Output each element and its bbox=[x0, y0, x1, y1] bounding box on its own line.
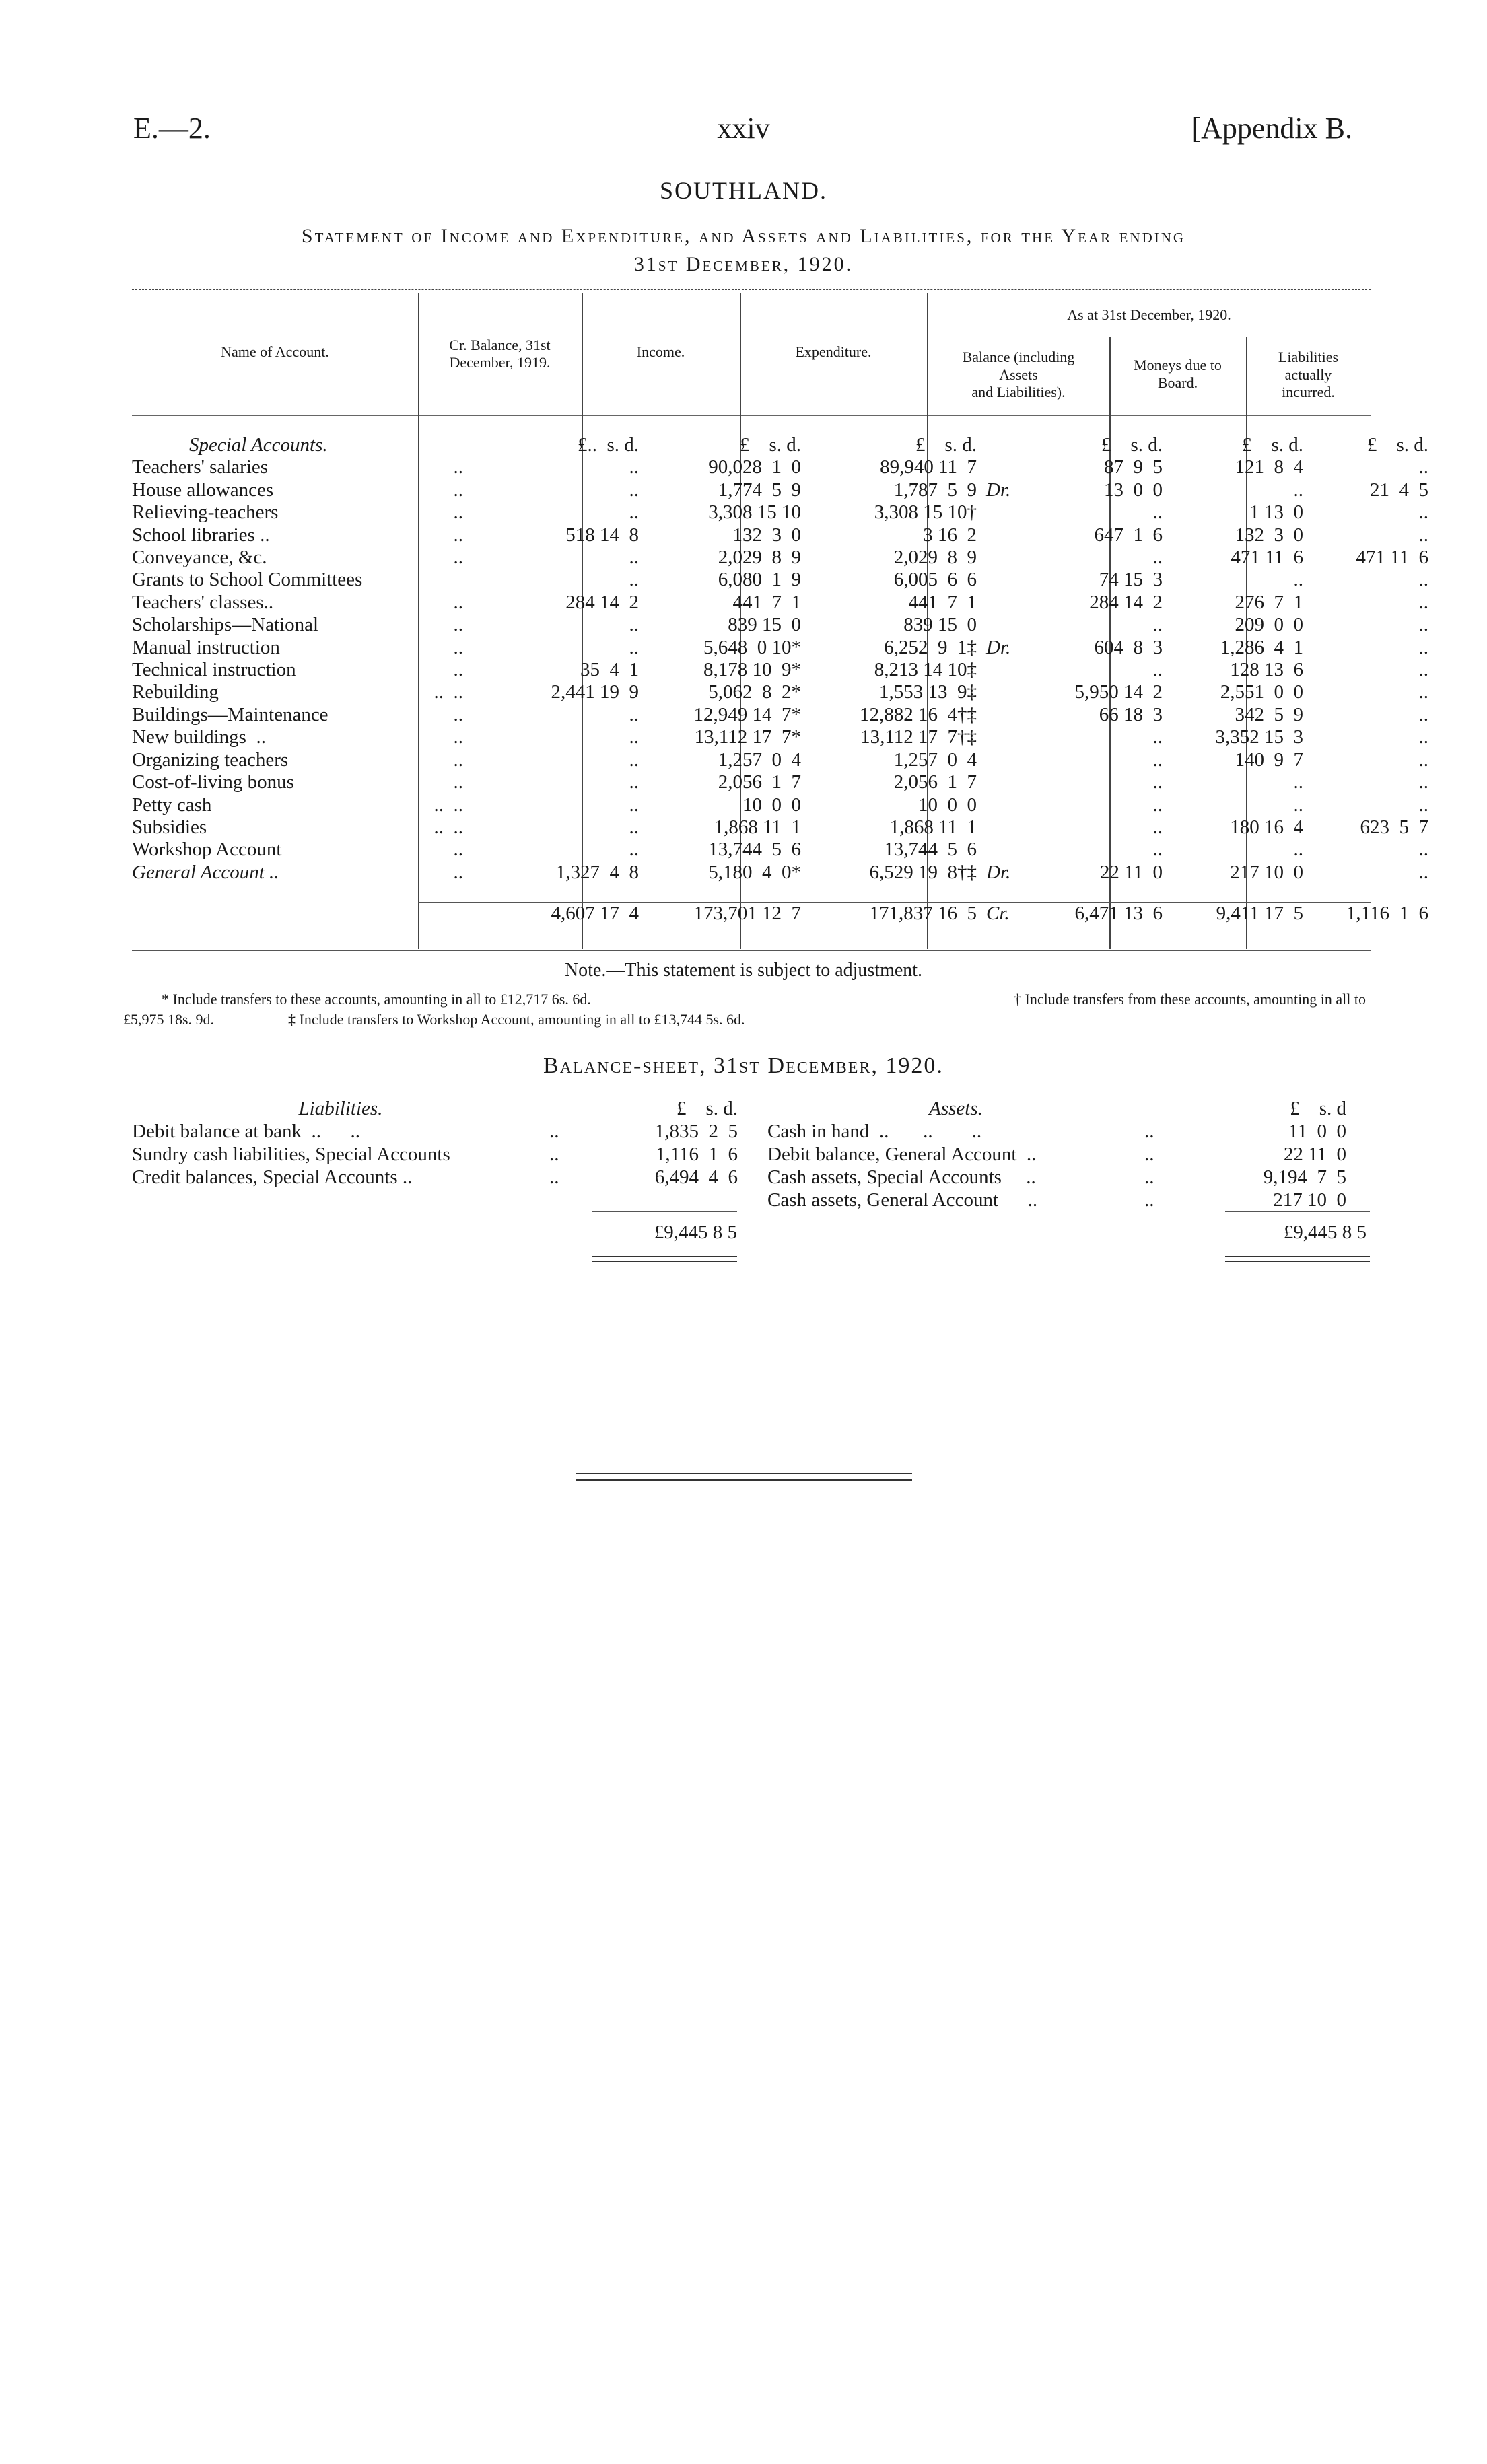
col-head-balance: Cr. Balance, 31st December, 1919. bbox=[449, 337, 551, 371]
expenditure-value: 13,112 17 7†‡ bbox=[860, 726, 977, 748]
unit-balance: £.. s. d. bbox=[577, 434, 639, 456]
balance-incl-value bbox=[981, 749, 1167, 771]
balance-prefix: Dr. bbox=[986, 479, 1011, 501]
income-value: 3,308 15 10 bbox=[708, 501, 801, 524]
balance-incl-value bbox=[981, 794, 1167, 816]
expenditure-value: 839 15 0 bbox=[903, 614, 977, 636]
page-ref-right: [Appendix B. bbox=[1191, 112, 1352, 145]
liabilities-table bbox=[132, 1097, 738, 1189]
moneys-due-value: 217 10 0 bbox=[1230, 861, 1303, 883]
balance-1919: 284 14 2 bbox=[565, 591, 639, 613]
table-row bbox=[132, 614, 1432, 636]
liabilities-value: 623 5 7 bbox=[1360, 816, 1428, 838]
leader-dots: .. bbox=[453, 771, 463, 794]
account-name-text: General Account .. bbox=[132, 861, 279, 883]
moneys-due-value: .. bbox=[1293, 839, 1303, 861]
income-value: 1,774 5 9 bbox=[718, 479, 801, 501]
liabilities-value: .. bbox=[1418, 794, 1428, 816]
liability-label: Debit balance at bank .. .. bbox=[132, 1121, 361, 1142]
balance-prefix: Dr. bbox=[986, 636, 1011, 658]
account-name-text: Manual instruction bbox=[132, 636, 280, 658]
total-balance-incl bbox=[981, 884, 1167, 925]
balance-incl-value bbox=[981, 704, 1167, 726]
table-bottom-rule bbox=[132, 950, 1371, 951]
assets-units: £ s. d bbox=[1290, 1098, 1346, 1119]
liabilities-value: .. bbox=[1418, 726, 1428, 748]
section-label: Special Accounts. bbox=[189, 434, 328, 456]
account-name bbox=[132, 569, 475, 591]
balance-1919: .. bbox=[629, 771, 639, 794]
moneys-due-value: 471 11 6 bbox=[1231, 547, 1303, 569]
liabilities-value: .. bbox=[1418, 748, 1428, 771]
liabilities-double-rule bbox=[592, 1256, 737, 1262]
account-name-text: Rebuilding bbox=[132, 681, 219, 703]
balance-incl-amount: 22 11 0 bbox=[1099, 861, 1163, 883]
liability-row bbox=[132, 1143, 738, 1166]
balance-1919: .. bbox=[629, 794, 639, 816]
income-value: 132 3 0 bbox=[732, 524, 801, 546]
expenditure-value: 8,213 14 10‡ bbox=[874, 659, 977, 681]
asset-amount: 22 11 0 bbox=[1283, 1143, 1346, 1165]
account-name bbox=[132, 704, 475, 726]
table-row bbox=[132, 861, 1432, 884]
leader-dots: .. bbox=[453, 839, 463, 861]
col-head-name: Name of Account. bbox=[221, 343, 329, 360]
page-ref-left: E.—2. bbox=[133, 112, 211, 145]
asset-dots: .. bbox=[1144, 1189, 1154, 1211]
expenditure-value: 89,940 11 7 bbox=[880, 456, 977, 479]
income-value: 1,868 11 1 bbox=[714, 816, 801, 838]
account-name bbox=[132, 839, 475, 861]
liabilities-value: .. bbox=[1418, 681, 1428, 703]
liability-amount: 6,494 4 6 bbox=[654, 1166, 738, 1188]
account-name bbox=[132, 637, 475, 659]
leader-dots: .. bbox=[453, 748, 463, 771]
closing-double-rule bbox=[576, 1473, 912, 1481]
income-expenditure-table bbox=[132, 434, 1432, 925]
assets-heading: Assets. bbox=[929, 1098, 983, 1119]
balance-incl-amount: 87 9 5 bbox=[1104, 456, 1163, 479]
col-head-income: Income. bbox=[636, 343, 685, 360]
total-income: 173,701 12 7 bbox=[693, 903, 801, 925]
expenditure-value: 6,005 6 6 bbox=[893, 569, 977, 591]
account-name-text: Teachers' salaries bbox=[132, 456, 269, 479]
income-value: 2,056 1 7 bbox=[718, 771, 801, 794]
footnote-double-dagger: ‡ Include transfers to Workshop Account, amounting in all to £13,744 5s. 6d. bbox=[288, 1011, 745, 1028]
asset-amount: 11 0 0 bbox=[1288, 1121, 1346, 1142]
table-top-rule bbox=[132, 289, 1371, 290]
account-name bbox=[132, 726, 475, 748]
balance-incl-value bbox=[981, 681, 1167, 703]
asset-dots: .. bbox=[1144, 1166, 1154, 1188]
balance-1919: .. bbox=[629, 547, 639, 569]
moneys-due-value: .. bbox=[1293, 479, 1303, 501]
account-name bbox=[132, 501, 475, 524]
account-name-text: Grants to School Committees bbox=[132, 569, 363, 591]
leader-dots: .. bbox=[453, 861, 463, 883]
balance-incl-amount: .. bbox=[1152, 726, 1163, 748]
leader-dots: .. bbox=[453, 659, 463, 681]
balance-incl-amount: .. bbox=[1152, 771, 1163, 794]
balance-1919: .. bbox=[629, 569, 639, 591]
expenditure-value: 12,882 16 4†‡ bbox=[860, 703, 977, 726]
account-name-text: Scholarships—National bbox=[132, 614, 319, 636]
moneys-due-value: .. bbox=[1293, 569, 1303, 591]
total-moneys-due: 9,411 17 5 bbox=[1216, 903, 1303, 925]
footnote-dagger: † Include transfers from these accounts, amounting in all to bbox=[1014, 991, 1366, 1008]
expenditure-value: 6,252 9 1‡ bbox=[884, 636, 977, 658]
total-liabilities: 1,116 1 6 bbox=[1346, 903, 1428, 925]
balance-incl-value bbox=[981, 592, 1167, 614]
asset-row bbox=[767, 1143, 1346, 1166]
balance-1919: .. bbox=[629, 636, 639, 658]
assets-table bbox=[767, 1097, 1346, 1211]
table-row bbox=[132, 726, 1432, 748]
statement-subtitle: Statement of Income and Expenditure, and Assets and Liabilities, for the Year ending bbox=[301, 225, 1186, 247]
account-name-text: Workshop Account bbox=[132, 839, 282, 861]
table-row bbox=[132, 749, 1432, 771]
account-name bbox=[132, 524, 475, 547]
balance-1919: 35 4 1 bbox=[580, 659, 639, 681]
liabilities-value: .. bbox=[1418, 636, 1428, 658]
balance-1919: .. bbox=[629, 456, 639, 479]
leader-dots: .. .. bbox=[434, 681, 463, 703]
income-value: 5,180 4 0* bbox=[708, 861, 801, 883]
leader-dots: .. bbox=[453, 636, 463, 658]
expenditure-value: 1,868 11 1 bbox=[889, 816, 977, 838]
liabilities-total: £9,445 8 5 bbox=[654, 1222, 737, 1243]
account-name-text: School libraries .. bbox=[132, 524, 270, 546]
balance-incl-amount: .. bbox=[1152, 748, 1163, 771]
liability-label: Sundry cash liabilities, Special Accounts bbox=[132, 1143, 450, 1165]
balance-incl-value bbox=[981, 479, 1167, 501]
balance-incl-value bbox=[981, 861, 1167, 884]
moneys-due-value: 209 0 0 bbox=[1235, 614, 1303, 636]
asset-amount: 9,194 7 5 bbox=[1263, 1166, 1346, 1188]
moneys-due-value: 132 3 0 bbox=[1235, 524, 1303, 546]
asset-dots: .. bbox=[1144, 1143, 1154, 1165]
account-name-text: Petty cash bbox=[132, 794, 212, 816]
table-row bbox=[132, 637, 1432, 659]
balance-incl-value bbox=[981, 614, 1167, 636]
balance-incl-amount: 604 8 3 bbox=[1094, 636, 1163, 658]
balance-1919: 1,327 4 8 bbox=[555, 861, 639, 883]
table-row bbox=[132, 659, 1432, 681]
table-row bbox=[132, 569, 1432, 591]
account-name-text: Organizing teachers bbox=[132, 748, 289, 771]
balance-1919: .. bbox=[629, 816, 639, 838]
liability-label: Credit balances, Special Accounts .. bbox=[132, 1166, 413, 1188]
liabilities-head-row bbox=[132, 1097, 738, 1120]
moneys-due-value: 140 9 7 bbox=[1235, 748, 1303, 771]
page-number: xxiv bbox=[717, 112, 770, 145]
asset-label: Cash in hand .. .. .. bbox=[767, 1121, 982, 1142]
moneys-due-value: 3,352 15 3 bbox=[1215, 726, 1303, 748]
balance-incl-value bbox=[981, 456, 1167, 479]
income-value: 441 7 1 bbox=[732, 591, 801, 613]
liabilities-sum-rule bbox=[592, 1211, 737, 1212]
balance-1919: 518 14 8 bbox=[565, 524, 639, 546]
table-row bbox=[132, 479, 1432, 501]
income-value: 6,080 1 9 bbox=[718, 569, 801, 591]
income-value: 5,062 8 2* bbox=[708, 681, 801, 703]
col-head-liabilities: Liabilities actually incurred. bbox=[1278, 349, 1339, 400]
liability-row bbox=[132, 1166, 738, 1189]
liabilities-value: .. bbox=[1418, 569, 1428, 591]
account-name bbox=[132, 816, 475, 839]
balance-incl-value bbox=[981, 659, 1167, 681]
balance-1919: .. bbox=[629, 748, 639, 771]
expenditure-value: 1,553 13 9‡ bbox=[879, 681, 977, 703]
balance-1919: .. bbox=[629, 614, 639, 636]
table-row bbox=[132, 816, 1432, 839]
moneys-due-value: 342 5 9 bbox=[1235, 703, 1303, 726]
balance-prefix: Dr. bbox=[986, 861, 1011, 883]
balance-incl-amount: 13 0 0 bbox=[1104, 479, 1163, 501]
account-name bbox=[132, 592, 475, 614]
liabilities-value: .. bbox=[1418, 614, 1428, 636]
asset-row bbox=[767, 1166, 1346, 1189]
account-name-text: Technical instruction bbox=[132, 659, 296, 681]
balance-1919: .. bbox=[629, 703, 639, 726]
balance-1919: 2,441 19 9 bbox=[551, 681, 639, 703]
account-name-text: New buildings .. bbox=[132, 726, 266, 748]
table-row bbox=[132, 794, 1432, 816]
balance-incl-value bbox=[981, 839, 1167, 861]
account-name-text: Conveyance, &c. bbox=[132, 547, 267, 569]
expenditure-value: 441 7 1 bbox=[908, 591, 977, 613]
col-head-moneys-due: Moneys due to Board. bbox=[1134, 357, 1222, 391]
balance-incl-amount: 66 18 3 bbox=[1099, 703, 1163, 726]
account-name bbox=[132, 861, 475, 884]
balance-incl-amount: .. bbox=[1152, 839, 1163, 861]
leader-dots: .. bbox=[453, 501, 463, 524]
account-name bbox=[132, 456, 475, 479]
unit-moneys-due: £ s. d. bbox=[1241, 434, 1303, 456]
balance-incl-amount: 5,950 14 2 bbox=[1074, 681, 1163, 703]
liability-amount: 1,835 2 5 bbox=[654, 1121, 738, 1142]
balance-incl-value bbox=[981, 547, 1167, 569]
leader-dots: .. .. bbox=[434, 816, 463, 838]
expenditure-value: 10 0 0 bbox=[918, 794, 977, 816]
leader-dots: .. bbox=[453, 456, 463, 479]
assets-head-row bbox=[767, 1097, 1346, 1120]
footnote-star: * Include transfers to these accounts, amounting in all to £12,717 6s. 6d. bbox=[162, 991, 591, 1008]
expenditure-value: 6,529 19 8†‡ bbox=[869, 861, 977, 883]
moneys-due-value: .. bbox=[1293, 771, 1303, 794]
table-row bbox=[132, 524, 1432, 547]
balance-incl-amount: 284 14 2 bbox=[1089, 591, 1163, 613]
expenditure-value: 13,744 5 6 bbox=[884, 839, 977, 861]
moneys-due-value: 121 8 4 bbox=[1235, 456, 1303, 479]
account-name-text: Buildings—Maintenance bbox=[132, 703, 328, 726]
expenditure-value: 2,029 8 9 bbox=[893, 547, 977, 569]
balance-incl-value bbox=[981, 637, 1167, 659]
balance-incl-value bbox=[981, 524, 1167, 547]
table-row bbox=[132, 547, 1432, 569]
table-row bbox=[132, 704, 1432, 726]
total-balance: 4,607 17 4 bbox=[551, 903, 639, 925]
col-head-balance-incl: Balance (including Assets and Liabilities). bbox=[962, 349, 1075, 400]
balance-incl-value bbox=[981, 569, 1167, 591]
unit-income: £ s. d. bbox=[739, 434, 801, 456]
expenditure-value: 3 16 2 bbox=[923, 524, 977, 546]
liabilities-value: .. bbox=[1418, 861, 1428, 883]
liabilities-units: £ s. d. bbox=[676, 1098, 738, 1119]
income-value: 13,744 5 6 bbox=[708, 839, 801, 861]
liabilities-value: .. bbox=[1418, 771, 1428, 794]
balance-incl-value bbox=[981, 771, 1167, 794]
asset-dots: .. bbox=[1144, 1121, 1154, 1142]
income-value: 8,178 10 9* bbox=[703, 659, 801, 681]
liabilities-value: 21 4 5 bbox=[1370, 479, 1428, 501]
total-balance-prefix: Cr. bbox=[986, 903, 1010, 925]
account-name-text: Teachers' classes.. bbox=[132, 591, 274, 613]
account-name bbox=[132, 681, 475, 703]
moneys-due-value: 128 13 6 bbox=[1230, 659, 1303, 681]
leader-dots: .. bbox=[453, 547, 463, 569]
income-value: 1,257 0 4 bbox=[718, 748, 801, 771]
unit-liabilities: £ s. d. bbox=[1367, 434, 1428, 456]
totals-row bbox=[132, 884, 1432, 925]
liabilities-value: .. bbox=[1418, 703, 1428, 726]
leader-dots: .. bbox=[453, 479, 463, 501]
income-value: 10 0 0 bbox=[742, 794, 801, 816]
balance-incl-amount: .. bbox=[1152, 547, 1163, 569]
moneys-due-value: 2,551 0 0 bbox=[1220, 681, 1303, 703]
adjustment-note: Note.—This statement is subject to adjustment. bbox=[564, 960, 923, 981]
leader-dots: .. bbox=[453, 614, 463, 636]
asset-label: Cash assets, Special Accounts .. bbox=[767, 1166, 1036, 1188]
account-name-text: House allowances bbox=[132, 479, 274, 501]
table-row bbox=[132, 771, 1432, 794]
table-row bbox=[132, 456, 1432, 479]
expenditure-value: 1,257 0 4 bbox=[893, 748, 977, 771]
account-name bbox=[132, 614, 475, 636]
balance-1919: .. bbox=[629, 479, 639, 501]
liabilities-value: .. bbox=[1418, 659, 1428, 681]
leader-dots: .. bbox=[453, 726, 463, 748]
account-name bbox=[132, 659, 475, 681]
liabilities-heading: Liabilities. bbox=[298, 1098, 383, 1119]
account-name-text: Subsidies bbox=[132, 816, 207, 838]
liabilities-value: .. bbox=[1418, 591, 1428, 613]
balance-1919: .. bbox=[629, 726, 639, 748]
statement-date: 31st December, 1920. bbox=[633, 253, 854, 275]
liabilities-value: .. bbox=[1418, 501, 1428, 524]
expenditure-value: 2,056 1 7 bbox=[893, 771, 977, 794]
asset-row bbox=[767, 1120, 1346, 1143]
liabilities-value: .. bbox=[1418, 524, 1428, 546]
balance-1919: .. bbox=[629, 501, 639, 524]
account-name bbox=[132, 771, 475, 794]
unit-balance-incl: £ s. d. bbox=[1101, 434, 1163, 456]
table-row bbox=[132, 592, 1432, 614]
units-row bbox=[132, 434, 1432, 456]
liability-dots: .. bbox=[549, 1166, 559, 1188]
income-value: 90,028 1 0 bbox=[708, 456, 801, 479]
asset-amount: 217 10 0 bbox=[1273, 1189, 1346, 1211]
asset-label: Cash assets, General Account .. bbox=[767, 1189, 1038, 1211]
liability-dots: .. bbox=[549, 1143, 559, 1165]
assets-total: £9,445 8 5 bbox=[1283, 1222, 1367, 1243]
account-name-text: Relieving-teachers bbox=[132, 501, 279, 524]
leader-dots: .. bbox=[453, 524, 463, 546]
col-head-expenditure: Expenditure. bbox=[795, 343, 872, 360]
liability-row bbox=[132, 1120, 738, 1143]
balance-1919: .. bbox=[629, 839, 639, 861]
unit-expenditure: £ s. d. bbox=[915, 434, 977, 456]
balance-incl-amount: .. bbox=[1152, 816, 1163, 838]
liabilities-value: .. bbox=[1418, 456, 1428, 479]
leader-dots: .. .. bbox=[434, 794, 463, 816]
total-balance-amount: 6,471 13 6 bbox=[1074, 903, 1163, 925]
moneys-due-value: .. bbox=[1293, 794, 1303, 816]
moneys-due-value: 276 7 1 bbox=[1235, 591, 1303, 613]
balance-incl-amount: .. bbox=[1152, 614, 1163, 636]
moneys-due-value: 1,286 4 1 bbox=[1220, 636, 1303, 658]
income-value: 2,029 8 9 bbox=[718, 547, 801, 569]
col-head-as-at: As at 31st December, 1920. bbox=[1067, 306, 1231, 323]
income-value: 5,648 0 10* bbox=[703, 636, 801, 658]
income-value: 839 15 0 bbox=[728, 614, 801, 636]
leader-dots: .. bbox=[453, 703, 463, 726]
balance-incl-value bbox=[981, 726, 1167, 748]
balance-incl-amount: .. bbox=[1152, 659, 1163, 681]
moneys-due-value: 1 13 0 bbox=[1249, 501, 1303, 524]
expenditure-value: 1,787 5 9 bbox=[893, 479, 977, 501]
account-name-text: Cost-of-living bonus bbox=[132, 771, 294, 794]
total-expenditure: 171,837 16 5 bbox=[869, 903, 977, 925]
moneys-due-value: 180 16 4 bbox=[1230, 816, 1303, 838]
page-title: SOUTHLAND. bbox=[660, 177, 827, 204]
liabilities-value: 471 11 6 bbox=[1356, 547, 1428, 569]
income-value: 12,949 14 7* bbox=[693, 703, 801, 726]
balance-incl-amount: 74 15 3 bbox=[1099, 569, 1163, 591]
liability-amount: 1,116 1 6 bbox=[655, 1143, 738, 1165]
account-name bbox=[132, 794, 475, 816]
income-value: 13,112 17 7* bbox=[694, 726, 801, 748]
assets-double-rule bbox=[1225, 1256, 1370, 1262]
footnote-dagger-amount: £5,975 18s. 9d. bbox=[123, 1011, 215, 1028]
balance-incl-value bbox=[981, 816, 1167, 839]
asset-label: Debit balance, General Account .. bbox=[767, 1143, 1037, 1165]
balance-incl-value bbox=[981, 501, 1167, 524]
balance-incl-amount: .. bbox=[1152, 501, 1163, 524]
balance-sheet-title: Balance-sheet, 31st December, 1920. bbox=[543, 1053, 944, 1078]
liability-dots: .. bbox=[549, 1121, 559, 1142]
account-name bbox=[132, 749, 475, 771]
account-name bbox=[132, 547, 475, 569]
header-bottom-rule bbox=[132, 415, 1371, 416]
balance-incl-amount: .. bbox=[1152, 794, 1163, 816]
liabilities-value: .. bbox=[1418, 839, 1428, 861]
table-row bbox=[132, 681, 1432, 703]
assets-sum-rule bbox=[1225, 1211, 1370, 1212]
balance-incl-amount: 647 1 6 bbox=[1094, 524, 1163, 546]
leader-dots: .. bbox=[453, 591, 463, 613]
asset-row bbox=[767, 1189, 1346, 1211]
table-row bbox=[132, 839, 1432, 861]
table-row bbox=[132, 501, 1432, 524]
expenditure-value: 3,308 15 10† bbox=[874, 501, 977, 524]
totals-rule bbox=[418, 902, 1371, 903]
totals-label bbox=[132, 884, 475, 925]
account-name bbox=[132, 479, 475, 501]
